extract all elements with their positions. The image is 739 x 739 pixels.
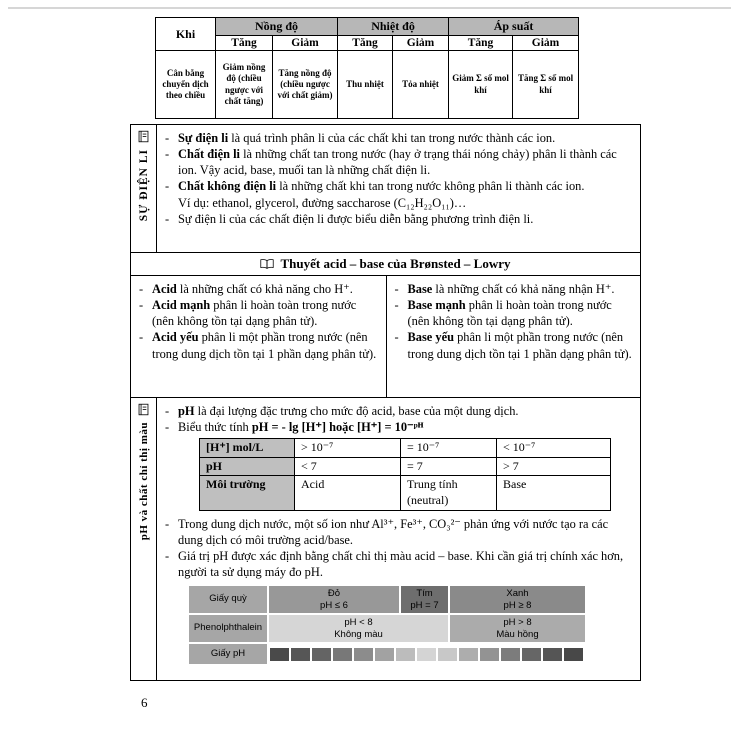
ph-strip-swatch xyxy=(501,648,520,661)
open-book-icon xyxy=(260,258,274,270)
cell-line1: pH < 8 xyxy=(344,616,373,628)
list-item xyxy=(139,329,378,361)
cell-line2: pH ≤ 6 xyxy=(320,599,348,611)
table-cell: Tăng nồng độ (chiều ngược với chất giảm) xyxy=(273,51,338,119)
bullet-dash: - xyxy=(139,282,144,296)
cell-line2: pH ≥ 8 xyxy=(503,599,532,611)
text: là những chất khi tan trong nước không phân li thành các ion. xyxy=(276,179,585,194)
bullet-dash: - xyxy=(165,131,170,145)
subheader-decrease: Giảm xyxy=(393,36,449,51)
ph-strip-swatch xyxy=(417,648,436,661)
indicator-table xyxy=(189,586,632,664)
cell-line1: Đỏ xyxy=(327,587,341,599)
cell-line2: pH = 7 xyxy=(410,599,439,611)
table-cell: Trung tính (neutral) xyxy=(401,476,497,510)
bullet-dash: - xyxy=(165,179,170,194)
term: Chất điện li xyxy=(178,147,240,162)
ph-table xyxy=(199,438,611,510)
indicator-row-litmus xyxy=(189,586,632,613)
bullet-dash: - xyxy=(165,420,170,435)
list-item xyxy=(165,130,632,146)
subheader-increase: Tăng xyxy=(449,36,513,51)
litmus-purple-cell xyxy=(401,586,448,613)
main-content-block xyxy=(130,124,641,681)
ph-formula xyxy=(178,419,632,435)
bullet-dash: - xyxy=(394,298,399,313)
group-header-temperature: Nhiệt độ xyxy=(338,18,449,36)
page-edge-line xyxy=(8,7,731,9)
term: Acid yếu xyxy=(152,330,199,345)
cell-line2: Không màu xyxy=(334,628,383,640)
row-label-cell: Cân bằng chuyển dịch theo chiều xyxy=(156,51,216,119)
list-item-text xyxy=(408,297,633,329)
text: Giá trị pH được xác định bằng chất chỉ thị màu acid – base. Khi cần giá trị chính xác hơn, người ta sử dụng máy đo pH. xyxy=(178,548,624,579)
bullet-dash: - xyxy=(394,282,399,296)
text: phân li một phần trong nước (nên trong dung dịch tồn tại 1 phần dạng phân tử). xyxy=(152,330,377,361)
table-cell: Giảm nồng độ (chiều ngược với chất tăng) xyxy=(216,51,273,119)
section-title-acid-base xyxy=(131,253,640,276)
subheader-decrease: Giảm xyxy=(273,36,338,51)
term: Acid mạnh xyxy=(152,298,211,313)
bullet-dash: - xyxy=(165,516,170,531)
ph-strip-swatch xyxy=(459,648,478,661)
text: phân li một phần trong nước (nên trong dung dịch tồn tại 1 phần dạng phân tử). xyxy=(407,330,632,361)
bullet-dash: - xyxy=(394,330,399,345)
table-cell: > 10⁻⁷ xyxy=(295,439,401,458)
list-item-text xyxy=(152,297,378,329)
table-cell: < 10⁻⁷ xyxy=(497,439,611,458)
subheader-decrease: Giảm xyxy=(513,36,579,51)
table-cell: Tăng Σ số mol khí xyxy=(513,51,579,119)
section-label-ph: pH và chất chỉ thị màu xyxy=(137,422,150,541)
text: là những chất có khả năng nhận H⁺. xyxy=(432,282,615,296)
section-content xyxy=(157,125,640,252)
section-content xyxy=(157,398,640,680)
term: Base mạnh xyxy=(407,298,466,313)
cell-line1: Tím xyxy=(416,587,433,599)
text: phân li hoàn toàn trong nước (nên không tồn tại dạng phân tử). xyxy=(407,298,612,329)
section-side-column xyxy=(131,125,157,252)
list-item-text xyxy=(408,329,633,361)
term: Base yếu xyxy=(407,330,454,345)
bullet-dash: - xyxy=(165,404,170,418)
example-line: Ví dụ: ethanol, glycerol, đường saccharose (C₁₂H₂₂O₁₁)… xyxy=(178,195,467,210)
section-acid-base xyxy=(131,276,640,398)
ph-strip-swatch xyxy=(438,648,457,661)
equilibrium-table-wrap xyxy=(155,17,579,119)
list-item xyxy=(165,548,632,580)
list-item-text xyxy=(178,130,632,146)
text: Biểu thức tính xyxy=(178,420,252,435)
list-item-text xyxy=(178,403,632,419)
ph-strip-swatch xyxy=(480,648,499,661)
phenolphthalein-pink-cell xyxy=(450,615,585,642)
list-item-text xyxy=(152,329,378,361)
indicator-row-label: Phenolphthalein xyxy=(189,615,267,642)
cell-line1: Xanh xyxy=(506,587,529,599)
text: phân li hoàn toàn trong nước (nên không tồn tại dạng phân tử). xyxy=(152,298,357,329)
term: pH xyxy=(178,404,195,418)
ph-strip-swatch xyxy=(522,648,541,661)
table-cell: < 7 xyxy=(295,457,401,476)
bullet-dash: - xyxy=(139,298,144,313)
indicator-row-label: Giấy quỳ xyxy=(189,586,267,613)
ph-table-header: Môi trường xyxy=(200,476,295,510)
list-item-text xyxy=(408,281,633,297)
list-item-text xyxy=(178,178,632,194)
ph-paper-strip xyxy=(269,644,585,664)
section-side-column xyxy=(131,398,157,680)
list-item xyxy=(165,419,632,435)
table-cell: Acid xyxy=(295,476,401,510)
term: Chất không điện li xyxy=(178,179,277,194)
ph-strip-swatch xyxy=(312,648,331,661)
list-item-text xyxy=(152,281,378,297)
indicator-row-label: Giấy pH xyxy=(189,644,267,664)
ph-strip-swatch xyxy=(270,648,289,661)
page-number: 6 xyxy=(141,695,148,710)
section-ph xyxy=(131,398,640,680)
bullet-dash: - xyxy=(165,147,170,162)
ph-table-header: [H⁺] mol/L xyxy=(200,439,295,458)
bullet-dash: - xyxy=(139,330,144,345)
group-header-concentration: Nồng độ xyxy=(216,18,338,36)
text: là đại lượng đặc trưng cho mức độ acid, base của một dung dịch. xyxy=(194,404,519,418)
ph-strip-swatch xyxy=(375,648,394,661)
indicator-row-phenolphthalein xyxy=(189,615,632,642)
list-item xyxy=(165,178,632,194)
section-su-dien-li xyxy=(131,125,640,253)
list-item xyxy=(139,297,378,329)
group-header-pressure: Áp suất xyxy=(449,18,579,36)
table-corner-cell: Khi xyxy=(156,18,216,51)
ph-strip-swatch xyxy=(333,648,352,661)
list-item-text xyxy=(178,146,632,178)
list-item xyxy=(165,516,632,548)
text: là những chất có khả năng cho H⁺. xyxy=(176,282,353,296)
table-cell: > 7 xyxy=(497,457,611,476)
book-icon xyxy=(137,130,150,143)
table-cell: Giảm Σ số mol khí xyxy=(449,51,513,119)
ph-table-header: pH xyxy=(200,457,295,476)
base-column xyxy=(386,276,641,397)
table-cell: = 7 xyxy=(401,457,497,476)
list-item xyxy=(395,297,633,329)
ph-strip-swatch xyxy=(354,648,373,661)
ph-strip-swatch xyxy=(291,648,310,661)
term: Sự điện li xyxy=(178,131,229,145)
list-item xyxy=(395,281,633,297)
cell-line1: pH > 8 xyxy=(503,616,532,628)
book-icon xyxy=(137,403,150,416)
list-item xyxy=(165,211,632,227)
ph-strip-swatch xyxy=(396,648,415,661)
table-cell: Thu nhiệt xyxy=(338,51,393,119)
formula: pH = - lg [H⁺] hoặc [H⁺] = 10⁻ᵖᴴ xyxy=(251,420,424,435)
list-item-text xyxy=(178,211,632,227)
list-item xyxy=(165,403,632,419)
text: Trong dung dịch nước, một số ion như Al³⁺, Fe³⁺, CO₃²⁻ phản ứng với nước tạo ra các dung dịch có môi trường acid/base. xyxy=(178,516,609,547)
ph-strip-swatch xyxy=(564,648,583,661)
bullet-dash: - xyxy=(165,548,170,563)
list-item xyxy=(395,329,633,361)
phenolphthalein-colorless-cell xyxy=(269,615,448,642)
table-cell: Tỏa nhiệt xyxy=(393,51,449,119)
litmus-blue-cell xyxy=(450,586,585,613)
equilibrium-shift-table xyxy=(155,17,579,119)
text: Sự điện li của các chất điện li được biểu diễn bằng phương trình điện li. xyxy=(178,211,534,226)
subheader-increase: Tăng xyxy=(216,36,273,51)
term: Acid xyxy=(152,282,177,296)
section-label-su-dien-li: SỰ ĐIỆN LI xyxy=(137,149,150,222)
cell-line2: Màu hồng xyxy=(496,628,539,640)
indicator-row-ph-paper xyxy=(189,644,632,664)
table-cell: Base xyxy=(497,476,611,510)
list-item xyxy=(139,281,378,297)
text: là quá trình phân li của các chất khi tan trong nước thành các ion. xyxy=(228,131,556,145)
text: là những chất tan trong nước (hay ở trạng thái nóng chảy) phân li thành các ion. Vậy acid, base, muối tan là những chất điện li. xyxy=(178,147,617,178)
acid-column xyxy=(131,276,386,397)
bullet-dash: - xyxy=(165,211,170,226)
section-title-text: Thuyết acid – base của Brønsted – Lowry xyxy=(280,256,511,271)
ph-strip-swatch xyxy=(543,648,562,661)
subheader-increase: Tăng xyxy=(338,36,393,51)
litmus-red-cell xyxy=(269,586,399,613)
table-cell: = 10⁻⁷ xyxy=(401,439,497,458)
term: Base xyxy=(407,282,433,296)
list-item xyxy=(165,146,632,178)
